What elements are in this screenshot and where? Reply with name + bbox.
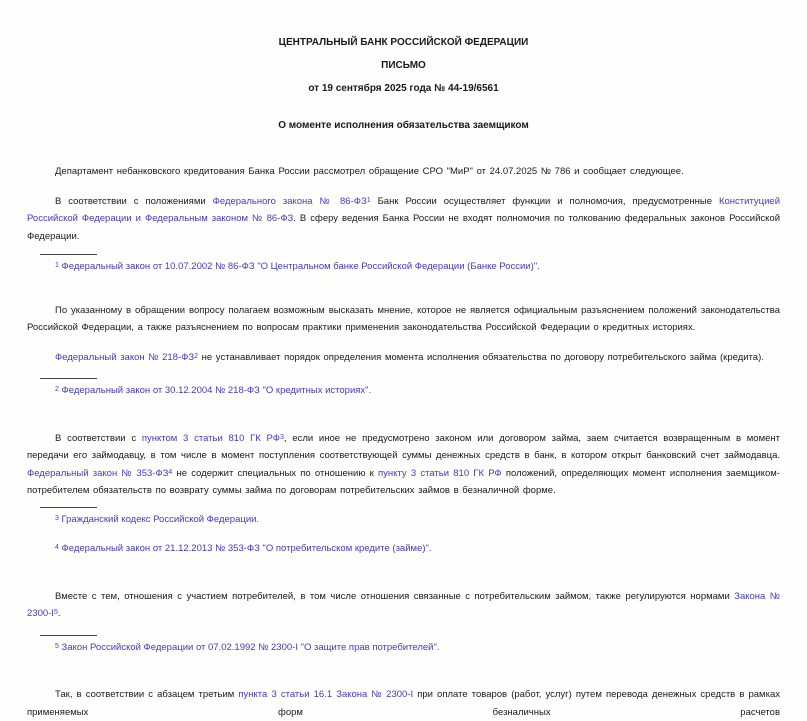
law-link[interactable]: Федеральный закон от 21.12.2013 № 353-ФЗ "О потребительском кредите (займе)". bbox=[58, 543, 432, 554]
document-body bbox=[27, 163, 780, 721]
text-run: не содержит специальных по отношению к bbox=[172, 467, 379, 479]
law-link[interactable]: Гражданский кодекс Российской Федерации. bbox=[58, 513, 260, 525]
law-link[interactable]: Конституцией Российской Федерации и Федеральным законом № 86-ФЗ bbox=[27, 195, 781, 224]
footnote-ref[interactable]: 2 bbox=[55, 386, 59, 393]
footnote-ref[interactable]: 1 bbox=[366, 196, 371, 204]
footnote-ref[interactable]: 3 bbox=[55, 514, 59, 522]
law-link[interactable]: пункта 3 статьи 16.1 Закона № 2300-I bbox=[238, 689, 414, 700]
law-link[interactable]: Федеральный закон от 30.12.2004 № 218-ФЗ "О кредитных историях". bbox=[58, 385, 372, 396]
law-link[interactable]: Федерального закона № 86-ФЗ bbox=[212, 195, 367, 207]
text-run: По указанному в обращении вопросу полагаем возможным высказать мнение, которое не является официальным разъяснением положений законодательства Российской Федерации, а также разъяснением по вопросам практики применения законодательства Российской Федерации о кредитных историях. bbox=[27, 304, 780, 333]
text-run: при оплате товаров (работ, услуг) путем перевода денежных средств в рамках применяемых форм безналичных расчетов bbox=[27, 689, 780, 718]
law-link[interactable]: Федеральный закон № 353-ФЗ bbox=[27, 467, 169, 479]
footnote-3 bbox=[27, 511, 780, 529]
law-link[interactable]: Закон Российской Федерации от 07.02.1992 № 2300-I "О защите прав потребителей". bbox=[58, 641, 440, 653]
doc-type: ПИСЬМО bbox=[381, 60, 426, 71]
footnote-ref[interactable]: 2 bbox=[194, 352, 198, 360]
text-run: Вместе с тем, отношения с участием потребителей, в том числе отношения связанные с потребительским займом, также регулируются нормами bbox=[55, 590, 735, 602]
footnote-ref[interactable]: 5 bbox=[53, 609, 58, 616]
footnote-separator bbox=[40, 635, 97, 636]
text-run: В соответствии с положениями bbox=[55, 195, 213, 207]
text-run: , если иное не предусмотрено законом или договором займа, заем считается возвращенным в момент передачи его займодавцу, в том числе в момент поступления соответствующей суммы денежных средств в банк, в котором открыт банковский счет займодавца. bbox=[27, 432, 780, 461]
paragraph-payment bbox=[27, 686, 780, 721]
footnote-ref[interactable]: 5 bbox=[55, 642, 59, 650]
footnote-2 bbox=[27, 382, 780, 400]
doc-subject: О моменте исполнения обязательства заемщиком bbox=[278, 120, 529, 131]
footnote-ref[interactable]: 4 bbox=[168, 468, 173, 476]
footnote-ref[interactable]: 4 bbox=[55, 544, 59, 551]
text-run: не устанавливает порядок определения момента исполнения обязательства по договору потребительского займа (кредита). bbox=[198, 351, 764, 363]
footnote-ref[interactable]: 1 bbox=[55, 262, 59, 269]
paragraph-consumer-law bbox=[27, 588, 780, 623]
law-link[interactable]: пункту 3 статьи 810 ГК РФ bbox=[378, 467, 502, 479]
footnote-separator bbox=[40, 378, 97, 379]
paragraph-authority bbox=[27, 193, 780, 246]
text-run: положений, определяющих момент исполнения заемщиком-потребителем обязательств по возврату суммы займа по договорам потребительских займов в безналичной форме. bbox=[27, 467, 780, 496]
text-run: Банк России осуществляет функции и полномочия, предусмотренные bbox=[370, 195, 719, 207]
law-link[interactable]: Федеральный закон № 218-ФЗ bbox=[55, 351, 195, 363]
law-link[interactable]: Федеральный закон от 10.07.2002 № 86-ФЗ "О Центральном банке Российской Федерации (Банке России)". bbox=[58, 261, 540, 272]
text-run: Департамент небанковского кредитования Банка России рассмотрел обращение СРО "МиР" от 24.07.2025 № 786 и сообщает следующее. bbox=[55, 166, 684, 177]
footnote-separator bbox=[40, 507, 97, 508]
law-link[interactable]: пунктом 3 статьи 810 ГК РФ bbox=[141, 432, 280, 444]
paragraph-law-218 bbox=[27, 349, 780, 367]
law-link[interactable]: Закона № 2300-I bbox=[27, 590, 780, 619]
text-run: В соответствии с bbox=[55, 432, 142, 444]
text-run: . В сферу ведения Банка России не входят полномочия по толкованию федеральных законов Российской Федерации. bbox=[27, 213, 780, 242]
paragraph-gk-810 bbox=[27, 430, 780, 500]
document-header bbox=[27, 31, 780, 137]
footnote-ref[interactable]: 3 bbox=[279, 433, 284, 441]
footnote-5 bbox=[27, 639, 780, 657]
footnote-1 bbox=[27, 258, 780, 276]
text-run: . bbox=[57, 608, 61, 619]
paragraph-intro bbox=[27, 163, 780, 181]
footnote-separator bbox=[40, 254, 97, 255]
text-run: Так, в соответствии с абзацем третьим bbox=[55, 689, 239, 700]
paragraph-opinion bbox=[27, 302, 780, 337]
doc-issuer: ЦЕНТРАЛЬНЫЙ БАНК РОССИЙСКОЙ ФЕДЕРАЦИИ bbox=[278, 37, 529, 48]
footnote-4 bbox=[27, 540, 780, 558]
doc-date-number: от 19 сентября 2025 года № 44-19/6561 bbox=[308, 83, 499, 94]
